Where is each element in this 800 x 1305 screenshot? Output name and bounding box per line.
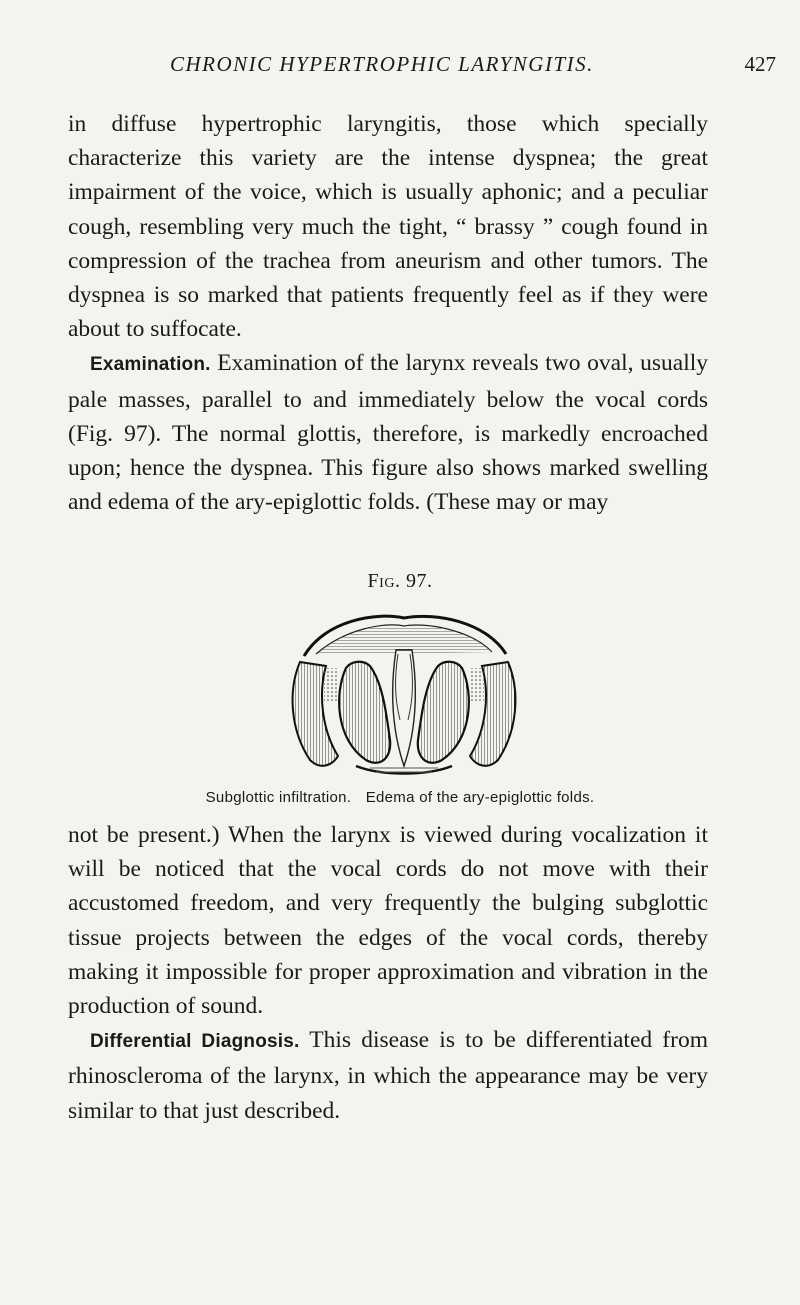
larynx-illustration bbox=[286, 610, 522, 778]
paragraph-vocalization-text: not be present.) When the larynx is viewed during vocalization it will be noticed that the vocal cords do not move with their accustomed freedom, and very frequently the bulging subglottic tissue projects between the edges of the vocal cords, thereby making it impossible for proper approximation and vibration in the production of sound. bbox=[68, 822, 708, 1020]
running-head bbox=[170, 52, 776, 77]
text-block-lower bbox=[68, 818, 708, 1128]
paragraph-examination bbox=[68, 346, 708, 519]
paragraph-symptoms bbox=[68, 107, 708, 346]
differential-diagnosis-heading: Differential Diagnosis. bbox=[90, 1031, 300, 1053]
figure-caption-right: Edema of the ary-epiglottic folds. bbox=[365, 789, 595, 806]
figure-caption-left: Subglottic infiltration. bbox=[205, 789, 352, 806]
running-head-title: CHRONIC HYPERTROPHIC LARYNGITIS. bbox=[170, 52, 594, 76]
paragraph-differential-diagnosis bbox=[68, 1023, 708, 1128]
paragraph-differential-diagnosis-text: This disease is to be differentiated from rhinoscleroma of the larynx, in which the appearance may be very similar to that just described. bbox=[68, 1027, 708, 1124]
figure-caption bbox=[0, 789, 800, 806]
paragraph-vocalization bbox=[68, 818, 708, 1023]
examination-heading: Examination. bbox=[90, 354, 211, 376]
paragraph-examination-text: Examination of the larynx reveals two oval, usually pale masses, parallel to and immediately below the vocal cords (Fig. 97). The normal glottis, therefore, is markedly encroached upon; hence the dyspnea. This figure also shows marked swelling and edema of the ary-epiglottic folds. (These may or may bbox=[68, 350, 708, 516]
text-block-upper bbox=[68, 107, 708, 519]
paragraph-symptoms-text: in diffuse hypertrophic laryngitis, those which specially characterize this variety are the intense dyspnea; the great impairment of the voice, which is usually aphonic; and a peculiar cough, resembling very much the tight, “ brassy ” cough found in compression of the trachea from aneurism and other tumors. The dyspnea is so marked that patients frequently feel as if they were about to suffocate. bbox=[68, 111, 708, 343]
page-number: 427 bbox=[744, 52, 776, 76]
figure-label bbox=[0, 570, 800, 593]
figure-label-text: Fig. 97. bbox=[367, 570, 433, 592]
